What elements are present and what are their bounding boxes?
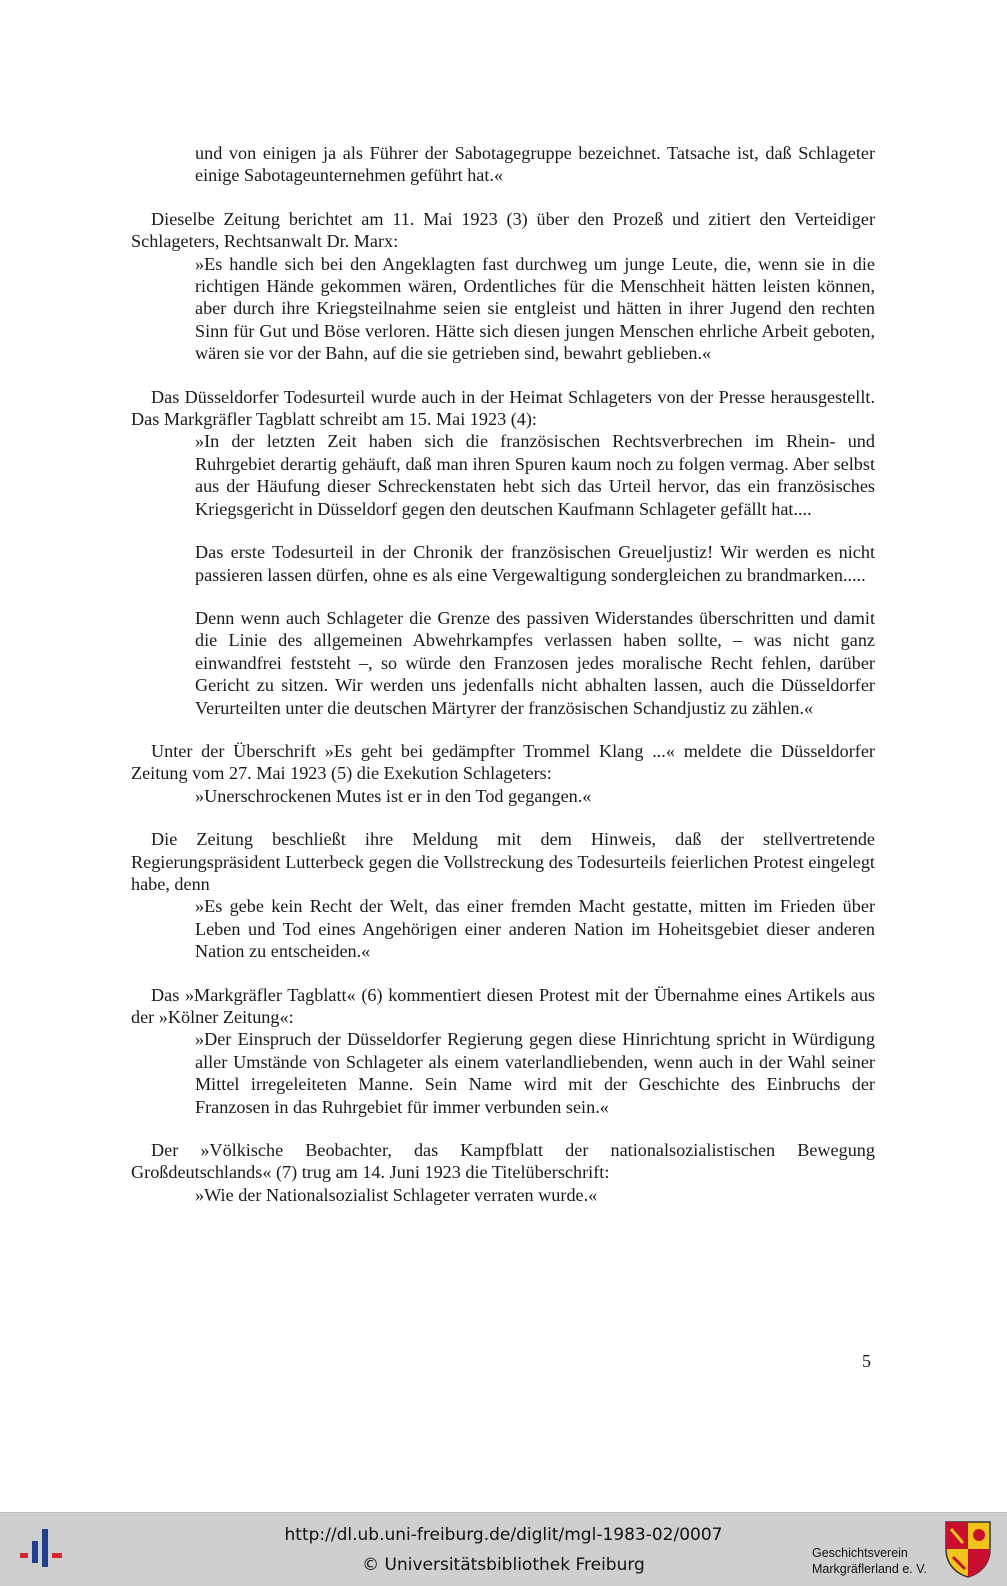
society-line-2: Markgräflerland e. V. [812,1562,927,1576]
quote-text: »Es gebe kein Recht der Welt, das einer fremden Macht gestatte, mitten im Frieden über Leben und Tod eines Angehörigen einer anderen Nation im Hoheitsgebiet dieser anderen Nation zu entscheiden.« [195,896,875,962]
quote-text: »In der letzten Zeit haben sich die französischen Rechtsverbrechen im Rhein- und Ruhrgebiet derartig gehäuft, daß man ihren Spuren kaum noch zu folgen vermag. Aber selbst aus der Häufung dieser Schreckenstaten hebt sich das Urteil hervor, das ein französisches Kriegsgericht in Düsseldorf gegen den deutschen Kaufmann Schlageter gefällt hat.... [195,431,875,519]
quote-text: »Wie der Nationalsozialist Schlageter verraten wurde.« [195,1184,598,1205]
quote-text: »Unerschrockenen Mutes ist er in den Tod gegangen.« [195,785,592,806]
paragraph: Die Zeitung beschließt ihre Meldung mit dem Hinweis, daß der stellvertretende Regierungspräsident Lutterbeck gegen die Vollstreckung des Todesurteils feierlichen Protest eingelegt habe, denn [131,829,875,894]
quote-text: »Es handle sich bei den Angeklagten fast durchweg um junge Leute, die, wenn sie in die richtigen Hände gekommen wären, Ordentliches für die Menschheit hätten leisten können, aber durch ihre Kriegsteilnahme seien sie entgleist und hätten in ihrer Jugend den rechten Sinn für Gut und Böse verloren. Hätte sich diesen jungen Menschen ehrliche Arbeit geboten, wären sie vor der Bahn, auf die sie getrieben sind, bewahrt geblieben.« [195,253,875,364]
footer-bar [0,1512,1007,1586]
footer-url-link[interactable]: http://dl.ub.uni-freiburg.de/diglit/mgl-1983-02/0007 [284,1525,723,1545]
society-name [812,1545,932,1577]
block-quote [195,895,875,962]
block-quote [195,1184,875,1206]
paragraph: Unter der Überschrift »Es geht bei gedämpfter Trommel Klang ...« meldete die Düsseldorfer Zeitung vom 27. Mai 1923 (5) die Exekution Schlageters: [131,740,875,784]
coat-of-arms-icon[interactable] [943,1519,993,1579]
quote-text: »Der Einspruch der Düsseldorfer Regierung gegen diese Hinrichtung spricht in Würdigung aller Umstände von Schlageter als einem vaterlandliebenden, wenn auch in der Wahl seiner Mittel irregeleiteten Manne. Sein Name wird mit der Geschichte des Einbruchs der Franzosen in das Ruhrgebiet für immer verbunden sein.« [195,1029,875,1117]
paragraph: Das Düsseldorfer Todesurteil wurde auch in der Heimat Schlageters von der Presse herausgestellt. Das Markgräfler Tagblatt schreibt am 15. Mai 1923 (4): [131,386,875,430]
paragraph: Dieselbe Zeitung berichtet am 11. Mai 1923 (3) über den Prozeß und zitiert den Verteidiger Schlageters, Rechtsanwalt Dr. Marx: [131,208,875,252]
block-quote [195,785,875,807]
block-quote [195,1028,875,1118]
footer-copyright: © Universitätsbibliothek Freiburg [362,1555,645,1575]
society-line-1: Geschichtsverein [812,1546,908,1560]
quote-text: Denn wenn auch Schlageter die Grenze des passiven Widerstandes überschritten und damit die Linie des allgemeinen Abwehrkampfes verlassen haben sollte, – was nicht ganz einwandfrei feststeht –, so würde den Franzosen jedes moralische Recht fehlen, darüber Gericht zu sitzen. Wir werden uns jedenfalls nicht abhalten lassen, auch die Düsseldorfer Verurteilten unter die deutschen Märtyrer der französischen Schandjustiz zu zählen.« [195,607,875,718]
block-quote [195,253,875,365]
paragraph: Das »Markgräfler Tagblatt« (6) kommentiert diesen Protest mit der Übernahme eines Artikels aus der »Kölner Zeitung«: [131,984,875,1027]
opening-quote-text: und von einigen ja als Führer der Sabotagegruppe bezeichnet. Tatsache ist, daß Schlageter einige Sabotageunternehmen geführt hat.« [195,143,875,186]
quote-text: Das erste Todesurteil in der Chronik der französischen Greueljustiz! Wir werden es nicht passieren lassen dürfen, ohne es als eine Vergewaltigung sondergleichen zu brandmarken..... [195,542,875,585]
paragraph: Der »Völkische Beobachter, das Kampfblatt der nationalsozialistischen Bewegung Großdeutschlands« (7) trug am 14. Juni 1923 die Titelüberschrift: [131,1140,875,1183]
opening-quote [195,142,875,187]
body-text [131,142,875,1227]
block-quote [195,430,875,718]
page-number: 5 [862,1351,871,1371]
